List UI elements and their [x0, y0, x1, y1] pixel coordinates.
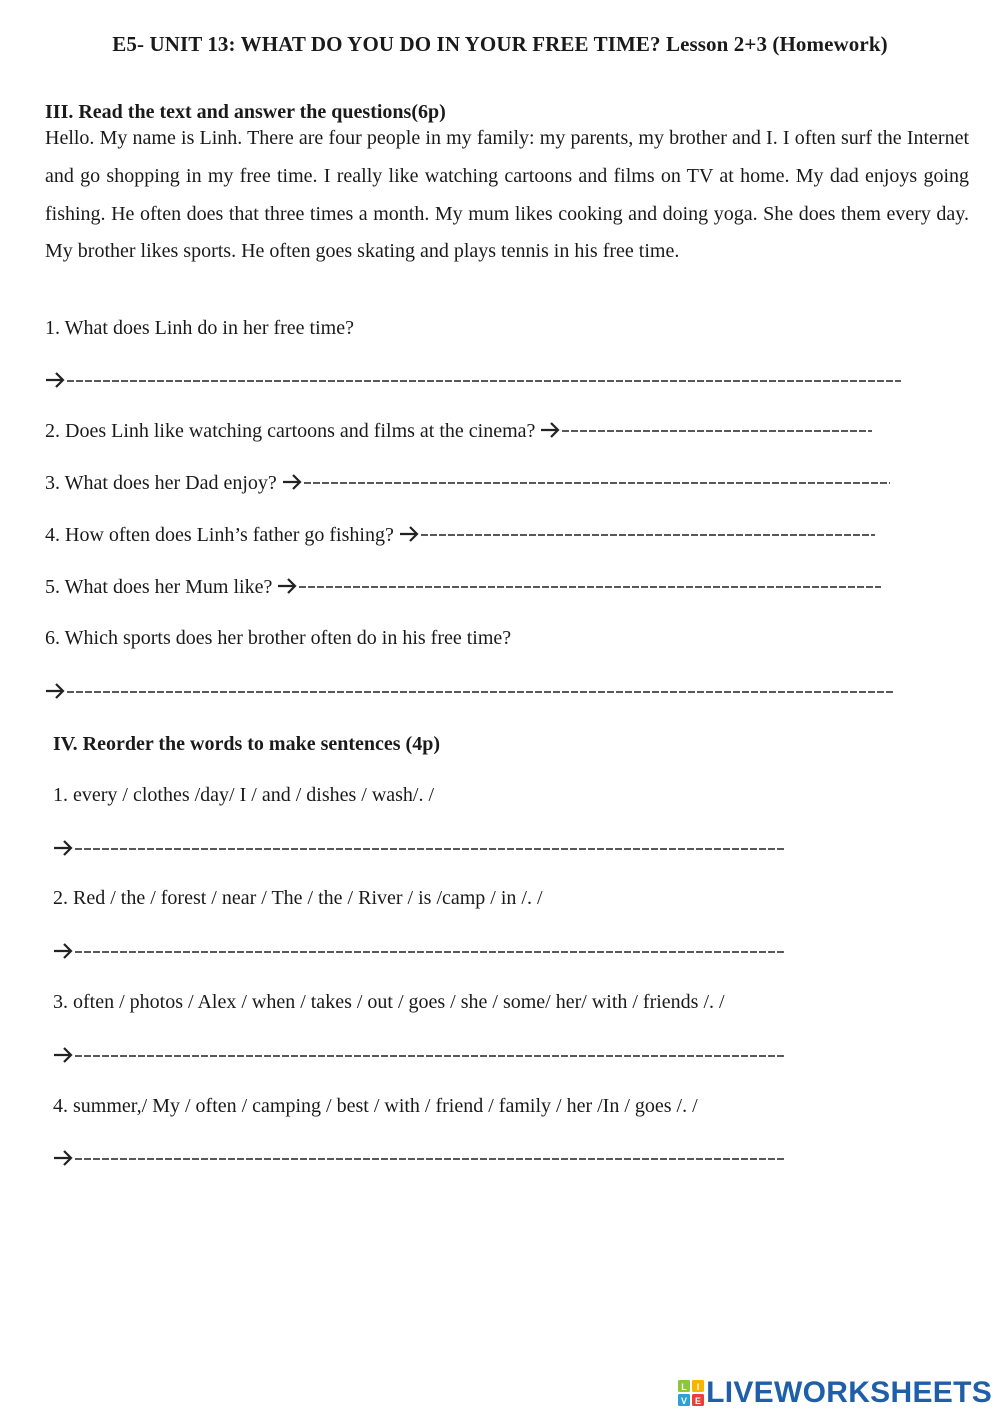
answer-blank[interactable]: [66, 368, 902, 392]
question-3: 3. What does her Dad enjoy?: [45, 472, 277, 494]
question-2-row: [45, 420, 873, 443]
section-4-heading: IV. Reorder the words to make sentences (4p): [53, 733, 440, 755]
svg-text:I: I: [696, 1382, 700, 1392]
reorder-answer-4[interactable]: [53, 1146, 789, 1170]
question-4-row: [45, 524, 876, 547]
arrow-icon: [53, 939, 74, 963]
liveworksheets-logo-icon: [678, 1380, 704, 1406]
answer-blank-3[interactable]: [303, 472, 891, 492]
svg-text:L: L: [681, 1382, 687, 1392]
arrow-icon: [53, 1146, 74, 1170]
worksheet-title: E5- UNIT 13: WHAT DO YOU DO IN YOUR FREE TIME? Lesson 2+3 (Homework): [112, 32, 888, 56]
answer-blank[interactable]: [66, 679, 894, 703]
answer-line-6[interactable]: [45, 679, 897, 703]
answer-blank-5[interactable]: [298, 576, 882, 596]
arrow-icon: [53, 1043, 74, 1067]
liveworksheets-logo[interactable]: [678, 1376, 992, 1410]
arrow-icon: [45, 679, 66, 703]
arrow-icon: [277, 576, 298, 596]
question-1: 1. What does Linh do in her free time?: [45, 317, 354, 339]
reorder-item-4: 4. summer,/ My / often / camping / best / with / friend / family / her /In / goes /. /: [53, 1095, 698, 1117]
question-5-row: [45, 576, 882, 599]
question-3-row: [45, 472, 891, 495]
logo-text: LIVEWORKSHEETS: [706, 1376, 992, 1409]
question-4: 4. How often does Linh’s father go fishing?: [45, 524, 394, 546]
reorder-answer-2[interactable]: [53, 939, 789, 963]
arrow-icon: [399, 524, 420, 544]
question-5: 5. What does her Mum like?: [45, 576, 273, 598]
reorder-item-3: 3. often / photos / Alex / when / takes / out / goes / she / some/ her/ with / friends /. /: [53, 991, 725, 1013]
arrow-icon: [45, 368, 66, 392]
svg-text:V: V: [681, 1396, 688, 1406]
svg-text:E: E: [695, 1396, 702, 1406]
reorder-item-1: 1. every / clothes /day/ I / and / dishes / wash/. /: [53, 784, 435, 806]
question-6: 6. Which sports does her brother often do in his free time?: [45, 627, 512, 649]
answer-line-1[interactable]: [45, 368, 905, 392]
arrow-icon: [540, 420, 561, 440]
answer-blank[interactable]: [74, 1146, 786, 1170]
reorder-answer-3[interactable]: [53, 1043, 789, 1067]
reading-passage: Hello. My name is Linh. There are four people in my family: my parents, my brother and I. I often surf the Internet and go shopping in my free time. I really like watching cartoons and films on TV at home. My dad enjoys going fishing. He often does that three times a month. My mum likes cooking and doing yoga. She does them every day. My brother likes sports. He often goes skating and plays tennis in his free time.: [45, 127, 969, 263]
answer-blank-2[interactable]: [561, 420, 873, 440]
reorder-answer-1[interactable]: [53, 836, 789, 860]
answer-blank[interactable]: [74, 1043, 786, 1067]
section-3-heading: III. Read the text and answer the questions(6p): [45, 101, 446, 123]
arrow-icon: [282, 472, 303, 492]
answer-blank[interactable]: [74, 939, 786, 963]
arrow-icon: [53, 836, 74, 860]
answer-blank[interactable]: [74, 836, 786, 860]
reorder-item-2: 2. Red / the / forest / near / The / the / River / is /camp / in /. /: [53, 887, 543, 909]
answer-blank-4[interactable]: [420, 524, 876, 544]
question-2: 2. Does Linh like watching cartoons and films at the cinema?: [45, 420, 536, 442]
